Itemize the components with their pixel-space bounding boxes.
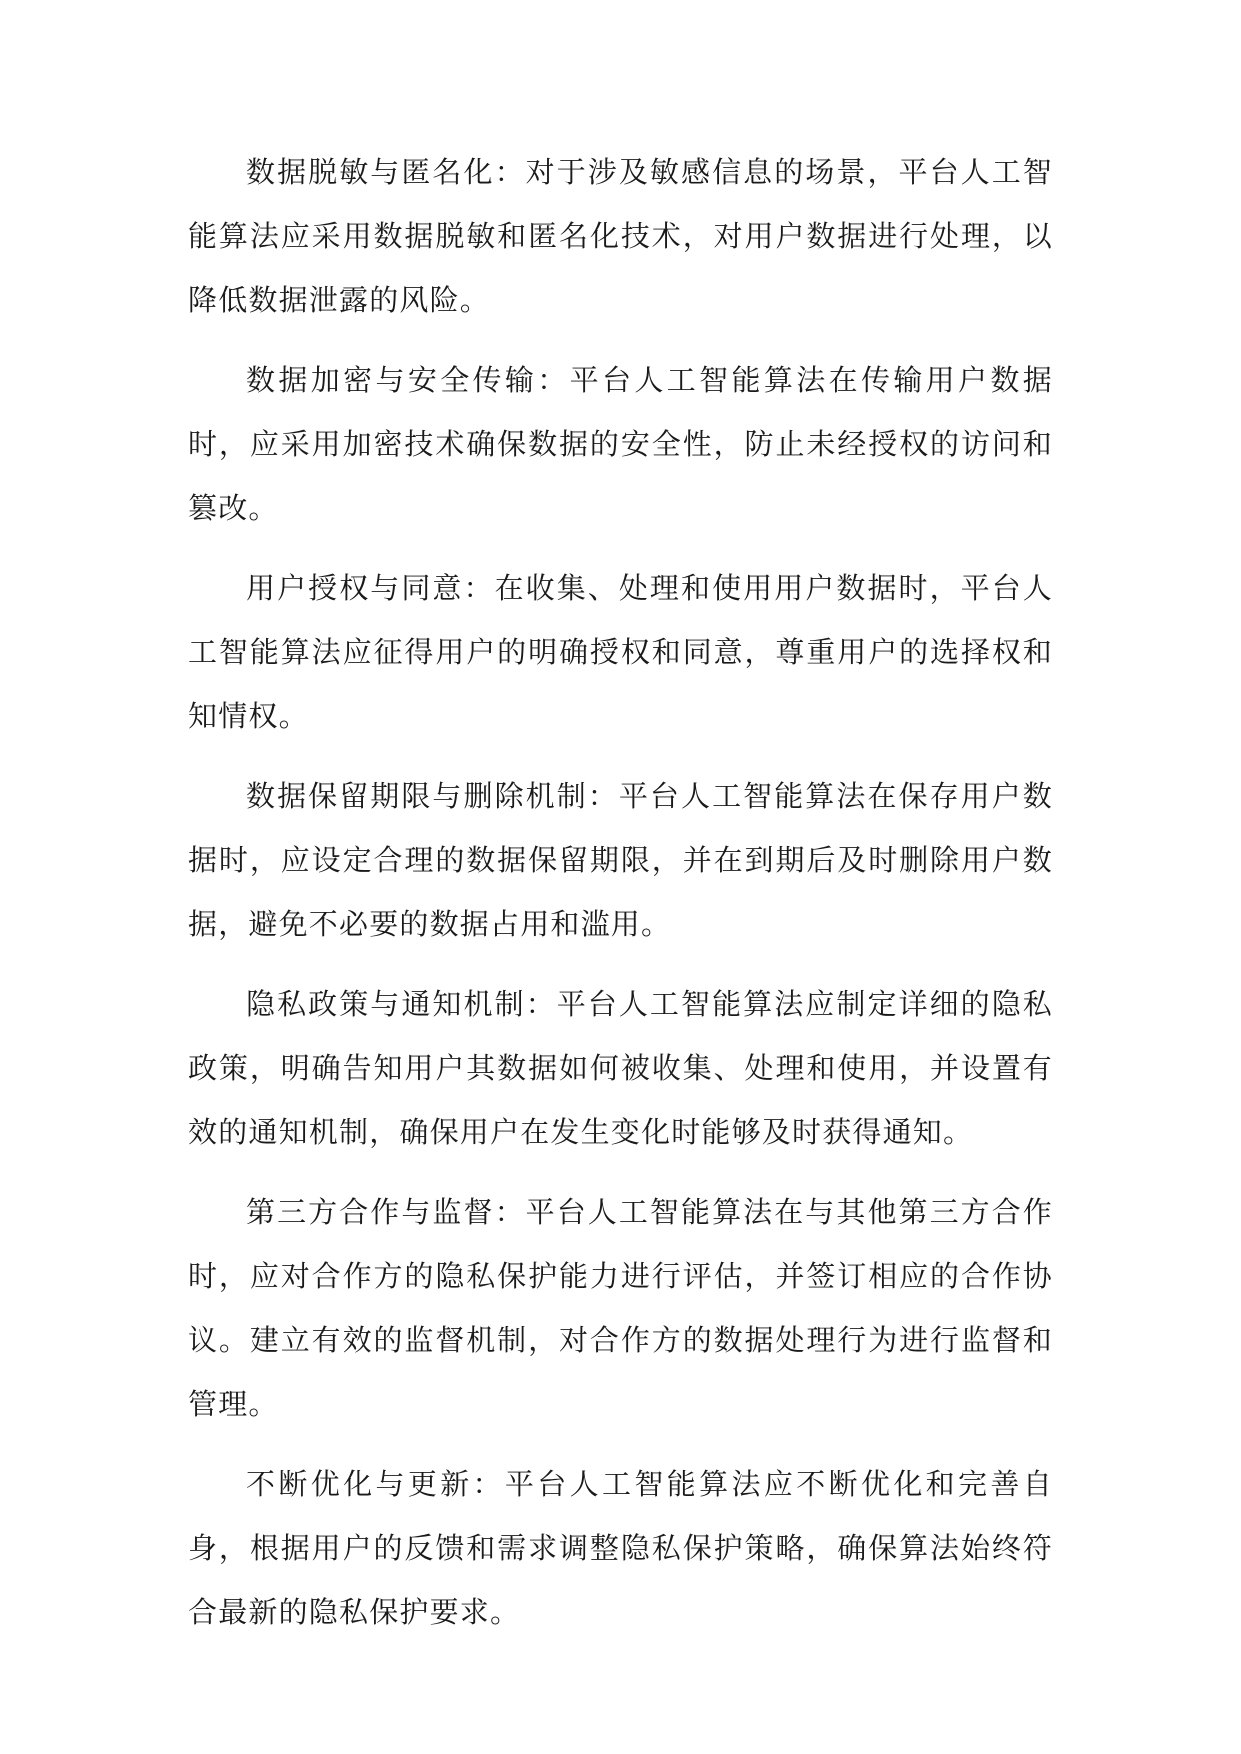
paragraph-data-retention: 数据保留期限与删除机制：平台人工智能算法在保存用户数据时，应设定合理的数据保留期限，并在到期后及时删除用户数据，避免不必要的数据占用和滥用。 [188,779,1053,941]
paragraph-continuous-optimization: 不断优化与更新：平台人工智能算法应不断优化和完善自身，根据用户的反馈和需求调整隐私保护策略，确保算法始终符合最新的隐私保护要求。 [188,1467,1053,1629]
paragraph-data-desensitization: 数据脱敏与匿名化：对于涉及敏感信息的场景，平台人工智能算法应采用数据脱敏和匿名化技术，对用户数据进行处理，以降低数据泄露的风险。 [188,155,1053,317]
paragraph-user-authorization: 用户授权与同意：在收集、处理和使用用户数据时，平台人工智能算法应征得用户的明确授权和同意，尊重用户的选择权和知情权。 [188,571,1053,733]
paragraph-third-party-cooperation: 第三方合作与监督：平台人工智能算法在与其他第三方合作时，应对合作方的隐私保护能力进行评估，并签订相应的合作协议。建立有效的监督机制，对合作方的数据处理行为进行监督和管理。 [188,1195,1053,1421]
paragraph-privacy-policy: 隐私政策与通知机制：平台人工智能算法应制定详细的隐私政策，明确告知用户其数据如何被收集、处理和使用，并设置有效的通知机制，确保用户在发生变化时能够及时获得通知。 [188,987,1053,1149]
document-body [188,140,1053,1660]
paragraph-data-encryption: 数据加密与安全传输：平台人工智能算法在传输用户数据时，应采用加密技术确保数据的安全性，防止未经授权的访问和篡改。 [188,363,1053,525]
